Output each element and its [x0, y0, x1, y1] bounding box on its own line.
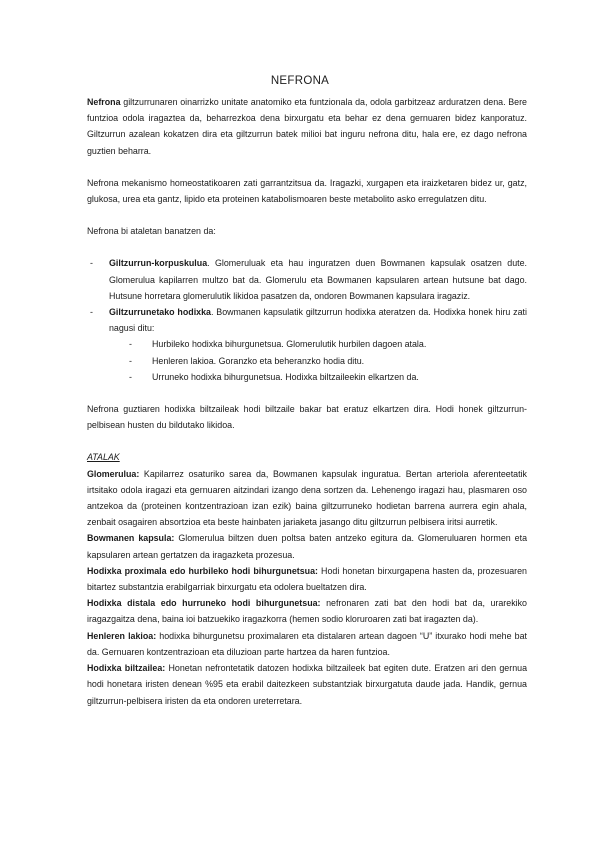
atala-glomerulua: Glomerulua: Kapilarrez osaturiko sarea da, Bowmanen kapsulak inguratua. Bertan arteriola aferenteetatik irtsitako odola iragazi eta gernuaren aitzindari izango dena sortzen da. Lehenengo iragazi hau, plasmaren oso antzekoa da (proteinen kontzentrazioan izan ezik) baina giltzurruneko hodietan barrena aurrera egin ahala, zenbait osagairen absortzioa eta beste hainbaten jariaketa jasango ditu giltzurrun pelbisera iritsi aurretik. — [87, 468, 527, 528]
intro-paragraph-2: Nefrona mekanismo homeostatikoaren zati garrantzitsua da. Iragazki, xurgapen eta iraizketaren bidez ur, gatz, glukosa, urea eta gantz, lipido eta proteinen katabolismoaren beste metabolito asko erregulatzen ditu. — [87, 177, 527, 205]
atala-henleren-lakioa: Henleren lakioa: hodixka bihurgunetsu proximalaren eta distalaren artean dagoen “U” itxurako hodi mehe bat da. Gernuaren kontzentrazioan eta diluzioan parte hartzea da haren funtzioa. — [87, 630, 527, 657]
section-title-atalak: ATALAK — [87, 452, 120, 463]
sublist-item-hurbileko: - Hurbileko hodixka bihurgunetsua. Glomerulutik hurbilen dagoen atala. — [129, 339, 427, 350]
atala-hodixka-biltzailea: Hodixka biltzailea: Honetan nefrontetatik datozen hodixka biltzaileek bat egiten dute. Eratzen ari den gernua hodi honetara iristen denean %95 eta erabil daitezkeen substantziak birxurgatuta daude jada. Handik, gernua giltzurrun-pelbisera iristen da eta ondoren ureterretara. — [87, 663, 528, 706]
list-item-korpuskulua: - Giltzurrun-korpuskulua. Glomeruluak eta hau inguratzen duen Bowmanen kapsulak osatzen dute. Glomerulua kapilarren multzo bat da. Glomerulu eta Bowmanen kapsularen artean hutsune bat dago. Hutsune horretara glomerulutik likidoa pasatzen da, ondoren Bowmanen kapsulara iragaziz. — [90, 258, 527, 301]
intro-paragraph-3: Nefrona bi ataletan banatzen da: — [87, 226, 216, 237]
sublist-item-urruneko: - Urruneko hodixka bihurgunetsua. Hodixka biltzaileekin elkartzen da. — [129, 371, 419, 382]
sublist-item-henleren: - Henleren lakioa. Goranzko eta beheranzko hodia ditu. — [129, 355, 365, 366]
body-text — [87, 94, 527, 709]
intro-paragraph-1: Nefrona giltzurrunaren oinarrizko unitate anatomiko eta funtzionala da, odola garbitzeaz arduratzen dena. Bere funtzioa odola iragaztea da, beharrezkoa dena birxurgatu eta behar ez dena gernuaren bidez kanporatuz. Giltzurrun azalean kokatzen dira eta giltzurrun batek milioi bat inguru nefrona ditu, hala ere, ez dago nefrona guztien beharra. — [87, 97, 527, 156]
list-item-hodixka: - Giltzurrunetako hodixka. Bowmanen kapsulatik giltzurrun hodixka ateratzen da. Hodixka honek hiru zati nagusi ditu: — [90, 307, 527, 334]
closing-paragraph: Nefrona guztiaren hodixka biltzaileak hodi biltzaile bakar bat eratuz elkartzen dira. Hodi honek giltzurrun-pelbisean husten du bildutako likidoa. — [87, 404, 527, 431]
atala-hodixka-distala: Hodixka distala edo hurruneko hodi bihurgunetsua: nefronaren zati bat den hodi bat da, urarekiko iragazgaitza dena, baina ioi batzuekiko iragazkorra (hemen sodio kloruroaren zati bat iragazten da). — [87, 598, 527, 625]
nefrona-bold: Nefrona — [87, 97, 121, 107]
atala-bowmanen-kapsula: Bowmanen kapsula: Glomerulua biltzen duen poltsa baten antzeko egitura da. Glomeruluaren hormen eta kapsularen artean gertatzen da iragazketa prozesua. — [87, 533, 528, 560]
atala-hodixka-proximala: Hodixka proximala edo hurbileko hodi bihurgunetsua: Hodi honetan birxurgapena hasten da, prozesuaren bitartez substantzia erabilgarriak birxurgatu eta odolera bueltatzen dira. — [87, 565, 527, 593]
page-title: NEFRONA — [270, 75, 330, 87]
